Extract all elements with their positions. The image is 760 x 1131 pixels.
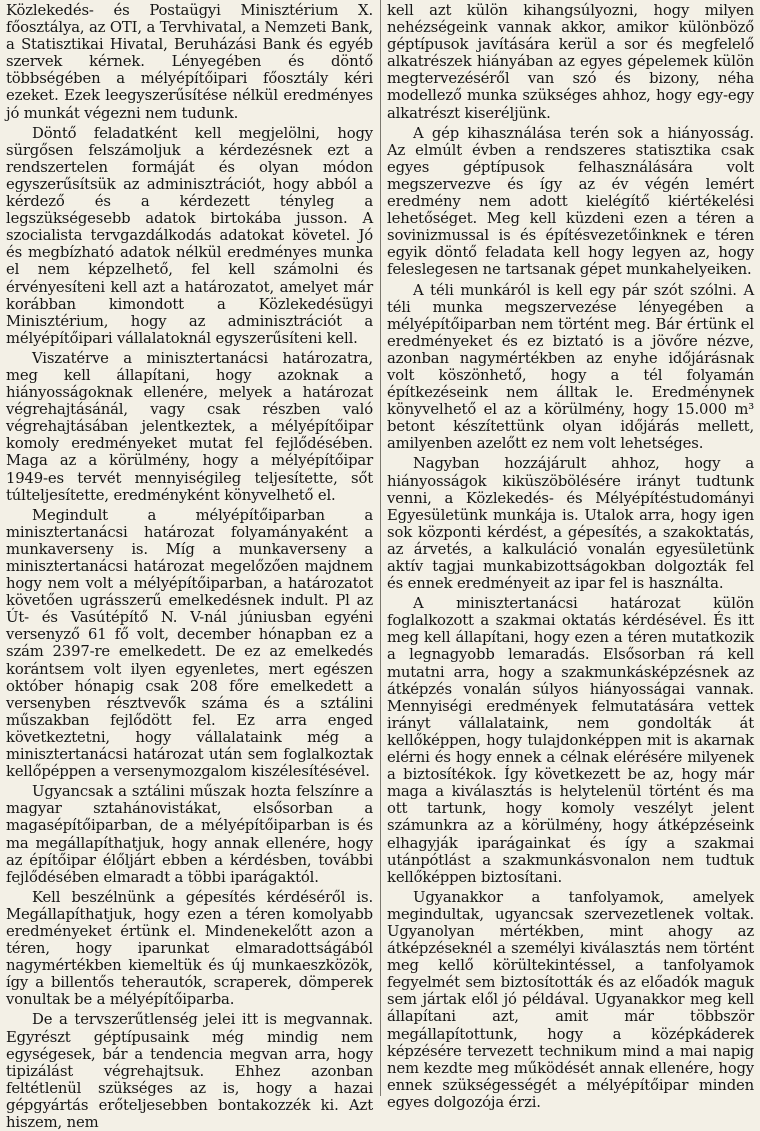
paragraph: kell azt külön kihangsúlyozni, hogy milyen nehézségeink vannak akkor, amikor különböző géptípusok javítására kerül a sor és megfelelő alkatrészek hiányában az egyes gépelemek külön megtervezéséről van szó és bizony, néha modellező munka szükséges ahhoz, hogy egy-egy alkatrészt kiseréljünk.: [387, 2, 754, 122]
paragraph: Kell beszélnünk a gépesítés kérdéséről is. Megállapíthatjuk, hogy ezen a téren komolyabb eredményeket értünk el. Mindenekelőtt azon a téren, hogy iparunkat elmaradottságából nagymértékben kiemeltük és új munkaeszközök, így a billentős teherautók, scraperek, dömperek vonultak be a mélyépítőiparba.: [6, 888, 373, 1009]
paragraph: Közlekedés- és Postaügyi Minisztérium X. főosztálya, az OTI, a Tervhivatal, a Nemzeti Bank, a Statisztikai Hivatal, Beruházási Bank és egyéb szervek kérnek. Lényegében és döntő többségében a mélyépítőipari főosztály kéri ezeket. Ezek leegyszerűsítése nélkül eredményes jó munkát végezni nem tudunk.: [6, 2, 373, 122]
paragraph: A téli munkáról is kell egy pár szót szólni. A téli munka megszervezése lényegében a mélyépítőiparban nem történt meg. Bár értünk el eredményeket és ez biztató is a jövőre nézve, azonban nagymértékben az enyhe időjárásnak volt köszönhető, hogy a tél folyamán építkezéseink nem álltak le. Eredménynek könyvelhető el az a körülmény, hogy 15.000 m³ betont készítettünk olyan időjárás mellett, amilyenben azelőtt ez nem volt lehetséges.: [387, 281, 754, 453]
left-column: [6, 2, 373, 1131]
paragraph: A minisztertanácsi határozat külön foglalkozott a szakmai oktatás kérdésével. És itt meg kell állapítani, hogy ezen a téren mutatkozik a legnagyobb lemaradás. Elsősorban rá kell mutatni arra, hogy a szakmunkásképzésnek az átképzés vonalán súlyos hiányosságai vannak. Mennyiségi eredmények felmutatására vettek irányt vállalataink, nem gondolták át kellőképpen, hogy tulajdonképpen mit is akarnak elérni és hogy ennek a célnak elérésére milyenek a biztosítékok. Így következett be az, hogy már maga a kiválasztás is helytelenül történt és ma ott tartunk, hogy komoly veszélyt jelent számunkra az a körülmény, hogy átképzéseink elhagyják iparágainkat és így a szakmai utánpótlást a szakmunkásvonalon nem tudtuk kellőképpen biztosítani.: [387, 595, 754, 886]
column-divider: [380, 0, 381, 1096]
paragraph: De a tervszerűtlenség jelei itt is megvannak. Egyrészt géptípusaink még mindig nem egységesek, bár a tendencia megvan arra, hogy tipizálást végrehajtsuk. Ehhez azonban feltétlenül szükséges az is, hogy a hazai gépgyártás erőteljesebben bontakozzék ki. Azt hiszem, nem: [6, 1011, 373, 1131]
paragraph: Ugyancsak a sztálini műszak hozta felszínre a magyar sztahánovistákat, elsősorban a magasépítőiparban, de a mélyépítőiparban is és ma megállapíthatjuk, hogy annak ellenére, hogy az építőipar élőljárt ebben a kérdésben, további fejlődésében elmaradt a többi iparágaktól.: [6, 783, 373, 886]
right-column: [387, 2, 754, 1111]
paragraph: Megindult a mélyépítőiparban a minisztertanácsi határozat folyamányaként a munkaverseny is. Míg a munkaverseny a minisztertanácsi határozat megelőzően majdnem hogy nem volt a mélyépítőiparban, a határozatot követően ugrásszerű emelkedésnek indult. Pl az Út- és Vasútépítő N. V-nál júniusban egyéni versenyző 61 fő volt, december hónapban ez a szám 2397-re emelkedett. De ez az emelkedés korántsem volt ilyen egyenletes, mert egészen október hónapig csak 208 főre emelkedett a versenyben résztvevők száma és a sztálini műszakban fejlődött fel. Ez arra enged következtetni, hogy vállalataink még a minisztertanácsi határozat után sem foglalkoztak kellőpéppen a versenymozgalom kiszélesítésével.: [6, 506, 373, 781]
paragraph: Ugyanakkor a tanfolyamok, amelyek megindultak, ugyancsak szervezetlenek voltak. Ugyanolyan mértékben, mint ahogy az átképzéseknél a személyi kiválasztás nem történt meg kellő körültekintéssel, a tanfolyamok fegyelmét sem biztosították és az előadók maguk sem jártak elől jó példával. Ugyanakkor meg kell állapítani azt, amit már többször megállapítottunk, hogy a középkáderek képzésére tervezett technikum mind a mai napig nem kezdte meg működését annak ellenére, hogy ennek szükségességét a mélyépítőipar minden egyes dolgozója érzi.: [387, 888, 754, 1111]
paragraph: A gép kihasználása terén sok a hiányosság. Az elmúlt évben a rendszeres statisztika csak egyes géptípusok felhasználására volt megszervezve és így az év végén lemért eredmény nem adott kielégítő kiértékelési lehetőséget. Meg kell küzdeni ezen a téren a sovinizmussal is és építésvezetőinknek e téren egyik döntő feladata kell hogy legyen az, hogy feleslegesen ne tartsanak gépet munkahelyeiken.: [387, 124, 754, 279]
paragraph: Nagyban hozzájárult ahhoz, hogy a hiányosságok kiküszöbölésére irányt tudtunk venni, a Közlekedés- és Mélyépítéstudományi Egyesületünk munkája is. Utalok arra, hogy igen sok központi kérdést, a gépesítés, a szakoktatás, az árvetés, a kalkuláció vonalán egyesületünk aktív tagjai munkabizottságokban dolgozták fel és ennek eredményeit az ipar fel is használta.: [387, 455, 754, 593]
paragraph: Viszatérve a minisztertanácsi határozatra, meg kell állapítani, hogy azoknak a hiányosságoknak ellenére, melyek a határozat végrehajtásánál, vagy csak részben való végrehajtásában jelentkeztek, a mélyépítőipar komoly eredményeket mutat fel fejlődésében. Maga az a körülmény, hogy a mélyépítőipar 1949-es tervét mennyiségileg teljesítette, sőt túlteljesítette, eredményként könyvelhető el.: [6, 349, 373, 504]
paragraph: Döntő feladatként kell megjelölni, hogy sürgősen felszámoljuk a kérdezésnek ezt a rendszertelen formáját és olyan módon egyszerűsítsük az adminisztrációt, hogy abból a kérdező és a kérdezett tényleg a legszükségesebb adatok birtokába jusson. A szocialista tervgazdálkodás adatokat követel. Jó és megbízható adatok nélkül eredményes munka el nem képzelhető, fel kell számolni és érvényesíteni kell azt a határozatot, amelyet már korábban kimondott a Közlekedésügyi Minisztérium, hogy az adminisztrációt a mélyépítőipari vállalatoknál egyszerűsíteni kell.: [6, 124, 373, 347]
